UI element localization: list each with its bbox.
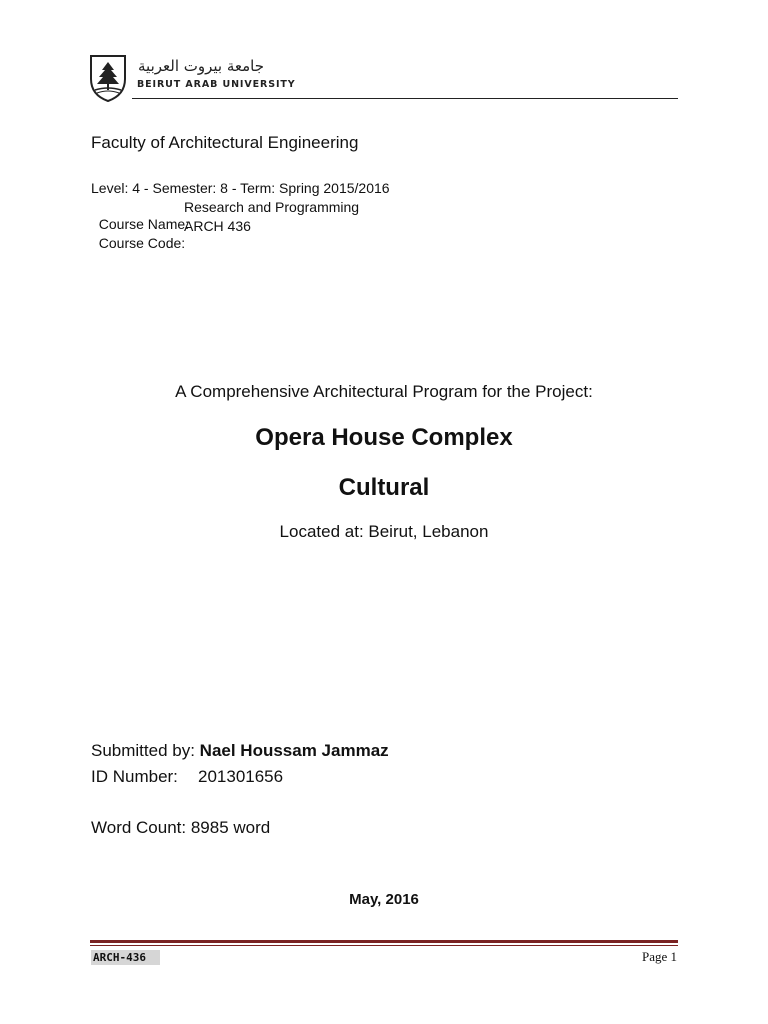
- word-count: Word Count: 8985 word: [91, 818, 271, 837]
- university-name-arabic: جامعة بيروت العربية: [138, 57, 265, 75]
- footer-divider-thin: [90, 945, 678, 946]
- project-title: Opera House Complex: [255, 424, 513, 451]
- course-name-label: Course Name:: [98, 216, 190, 232]
- course-code-row: [91, 218, 251, 269]
- project-location: Located at: Beirut, Lebanon: [279, 522, 489, 541]
- page-number: Page 1: [641, 949, 677, 964]
- submitted-by-row: [91, 741, 389, 761]
- footer-divider-thick: [90, 940, 678, 943]
- header-divider: [132, 98, 678, 99]
- submission-date: May, 2016: [349, 891, 419, 908]
- id-number-row: [91, 767, 284, 787]
- faculty-name: Faculty of Architectural Engineering: [91, 133, 359, 152]
- course-code-label: Course Code:: [98, 235, 186, 251]
- course-code-value: ARCH 436: [184, 218, 251, 234]
- program-intro: A Comprehensive Architectural Program for the Project:: [175, 382, 593, 401]
- footer-course-code: ARCH-436: [91, 950, 160, 965]
- university-name: BEIRUT ARAB UNIVERSITY: [137, 79, 296, 90]
- id-number-label: ID Number:: [91, 767, 178, 786]
- submitted-by-label: Submitted by:: [91, 741, 200, 760]
- author-name: Nael Houssam Jammaz: [199, 741, 389, 760]
- project-subtitle: Cultural: [338, 474, 430, 501]
- course-level-line: Level: 4 - Semester: 8 - Term: Spring 2015/2016: [91, 180, 390, 196]
- id-number-value: 201301656: [198, 767, 284, 786]
- university-crest-icon: [87, 53, 129, 103]
- course-name-value: Research and Programming: [184, 199, 360, 215]
